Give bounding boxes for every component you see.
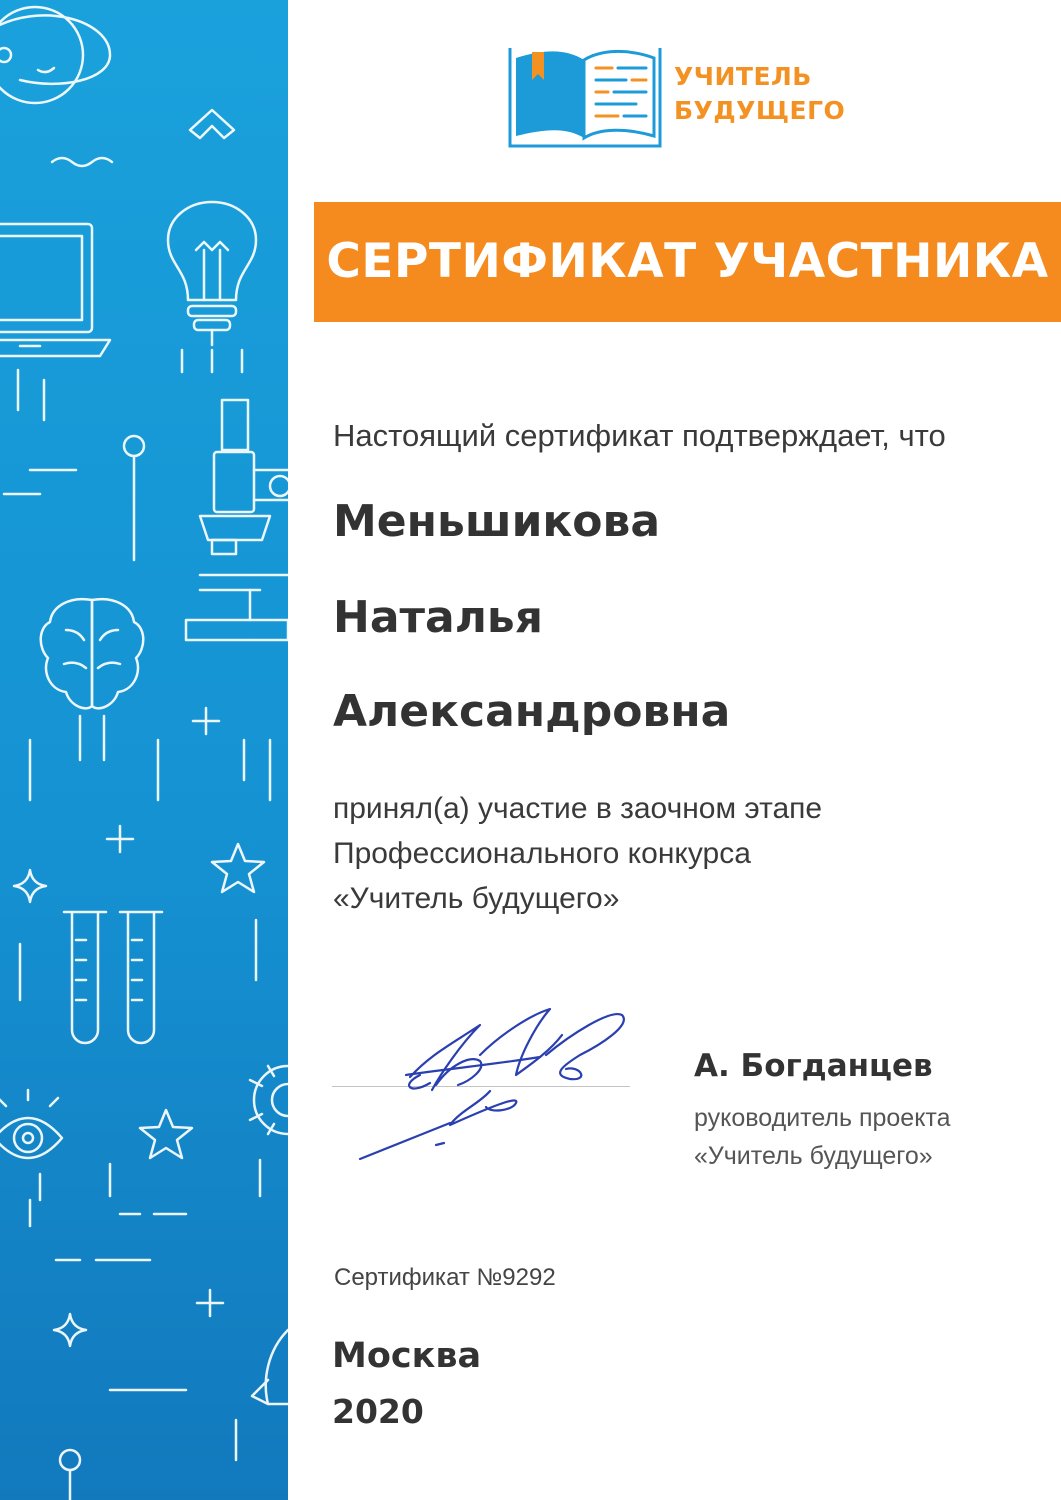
participation-line-1: принял(а) участие в заочном этапе: [333, 792, 823, 825]
title-banner: [314, 202, 1061, 322]
handwritten-signature: [340, 995, 640, 1170]
wave-icon: [52, 158, 112, 166]
eye-icon: [0, 1090, 62, 1158]
recipient-surname: Меньшикова: [333, 496, 661, 547]
intro-text: Настоящий сертификат подтверждает, что: [333, 418, 946, 453]
city: Москва: [332, 1336, 482, 1376]
logo-wordmark: [674, 60, 845, 128]
brain-icon: [41, 599, 144, 760]
star-icon: [140, 844, 264, 1158]
logo-line-2: БУДУЩЕГО: [674, 96, 846, 125]
chevron-up-icon: [190, 110, 234, 138]
certificate-number: Сертификат №9292: [334, 1264, 556, 1291]
recipient-patronymic: Александровна: [333, 686, 731, 737]
laptop-icon: [0, 224, 110, 356]
logo-line-1: УЧИТЕЛЬ: [674, 62, 812, 91]
signer-name: А. Богданцев: [694, 1048, 933, 1084]
gear-icon: [250, 1066, 288, 1134]
decorative-sidebar: [0, 0, 288, 1500]
rocket-icon: [252, 1330, 288, 1404]
planet-icon: [0, 7, 110, 103]
lightbulb-icon: [168, 202, 256, 372]
recipient-first-name: Наталья: [333, 592, 544, 643]
sparkle-icon: [14, 870, 86, 1346]
signer-role-line-2: «Учитель будущего»: [694, 1142, 933, 1170]
participation-line-3: «Учитель будущего»: [333, 882, 620, 915]
microscope-icon: [186, 400, 288, 640]
signer-role-line-1: руководитель проекта: [694, 1104, 951, 1132]
participation-line-2: Профессионального конкурса: [333, 837, 751, 870]
test-tube-icon: [64, 912, 162, 1043]
plus-icon: [107, 708, 223, 1316]
year: 2020: [332, 1392, 424, 1431]
certificate-title: СЕРТИФИКАТ УЧАСТНИКА: [326, 234, 1049, 289]
